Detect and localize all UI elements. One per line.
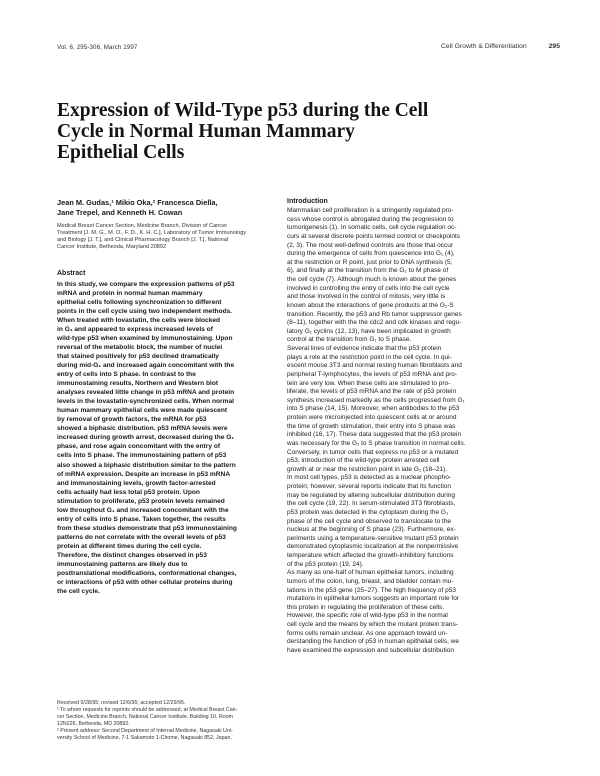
text-line: the cell cycle. (57, 588, 100, 596)
text-line: may be regulated by altering subcellular distribution during (287, 491, 456, 499)
text-line: points in the cell cycle using two independent methods. (57, 307, 233, 315)
text-line: low throughout G₁ and increased concomitant with the (57, 506, 229, 514)
text-line: Mammalian cell proliferation is a stringently regulated pro- (287, 207, 454, 214)
text-line: tumorigenesis (1). In somatic cells, cell cycle regulation oc- (287, 224, 457, 232)
text-line: demonstrated cytoplasmic localization at the nonpermissive (287, 543, 459, 551)
text-line: stimulation to proliferate, p53 protein levels remained (57, 497, 225, 505)
text-line: have examined the expression and subcellular distribution (287, 646, 454, 654)
affiliation-line: Cancer Institute, Bethesda, Maryland 20892 (57, 244, 167, 251)
text-line: (2, 3). The most well-defined controls are those that occur (287, 241, 454, 249)
text-line: and immunostaining levels, growth factor-arrested (57, 479, 216, 487)
text-line: mRNA and protein in normal human mammary (57, 289, 203, 297)
text-line: levels in the lovastatin-synchronized cells. When normal (57, 398, 234, 406)
text-line: 6), and finally at the transition from the G₂ to M phase of (287, 267, 449, 275)
text-line: or interactions of p53 with other cellular proteins during (57, 579, 233, 587)
text-line: phase of the cell cycle and observed to translocate to the (287, 517, 452, 525)
text-line: Received 9/28/95; revised 12/6/95; accepted 12/29/95. (57, 700, 186, 706)
text-line: Therefore, the distinct changes observed in p53 (57, 551, 207, 559)
title-line: Cycle in Normal Human Mammary (57, 121, 355, 142)
affiliation-line: Medical Breast Cancer Section, Medicine Branch, Division of Cancer (57, 223, 228, 230)
title-line: Epithelial Cells (57, 142, 185, 163)
text-line: latory G₁ cyclins (12, 13), have been implicated in growth (287, 327, 451, 335)
text-line: cells actually had less total p53 protein. Upon (57, 488, 200, 496)
text-line: 12N226, Bethesda, MD 20892. (57, 721, 130, 727)
text-line: mutations in epithelial tumors suggests an important role for (287, 595, 459, 603)
title-line: Expression of Wild-Type p53 during the Cell (57, 100, 429, 121)
text-line: cell cycle and the means by which the mutant protein trans- (287, 621, 458, 628)
text-line: cer Section, Medicine Branch, National Cancer Institute, Building 10, Room (57, 714, 234, 720)
text-line: also showed a biphasic distribution similar to the pattern (57, 461, 236, 469)
running-header (441, 43, 560, 50)
text-line: ¹ To whom requests for reprints should be addressed, at Medical Breast Can- (57, 707, 238, 713)
text-line: protein were microinjected into quiescent cells at or around (287, 414, 457, 421)
right-column (287, 198, 557, 656)
text-line: tumors of the colon, lung, breast, and bladder contain mu- (287, 577, 454, 585)
text-line: p53, introduction of the wild-type protein arrested cell (287, 457, 440, 465)
affiliation-line: and Biology [J. T.], and Clinical Pharmacology Branch [J. T.], National (57, 237, 229, 244)
text-line: tein are very low. When these cells are stimulated to pro- (287, 379, 451, 387)
left-column (57, 198, 277, 596)
abstract-body (57, 280, 277, 597)
text-line: the cell cycle (7). Although much is known about the genes (287, 276, 457, 283)
text-line: versity School of Medicine, 7-1 Sakamoto 1-Chome, Nagasaki 852, Japan. (57, 735, 232, 741)
text-line: from these studies demonstrate that p53 immunostaining (57, 524, 237, 532)
author-line: Jean M. Gudas,¹ Mikio Oka,² Francesca Diella, (57, 198, 218, 207)
text-line: forms cells remain unclear. As one approach toward un- (287, 629, 448, 637)
text-line: temperature which affected the growth-inhibitory functions (287, 552, 454, 559)
section-name: Cell Growth & Differentiation (441, 43, 527, 50)
text-line: epithelial cells following synchronization to different (57, 298, 222, 306)
text-line: curs at several discrete points termed control or checkpoints (287, 232, 461, 240)
abstract-heading: Abstract (57, 269, 86, 277)
text-line: immunostaining patterns are likely due to (57, 561, 188, 569)
text-line: p53 protein was detected in the cytoplasm during the G₁ (287, 508, 449, 516)
text-line: increased during growth arrest, decreased during the G₁ (57, 434, 235, 442)
text-line: of mRNA expression. Despite an increase in p53 mRNA (57, 470, 231, 478)
text-line: transition. Recently, the p53 and Rb tumor suppressor genes (287, 310, 462, 318)
text-line: the cell cycle (19, 22). In serum-stimulated 3T3 fibroblasts, (287, 500, 456, 508)
text-line: wild-type p53 when examined by immunostaining. Upon (57, 334, 233, 342)
text-line: protein at different times during the cell cycle. (57, 542, 202, 550)
text-line: of the p53 protein (19, 24). (287, 560, 364, 568)
text-line: plays a role at the restriction point in the cell cycle. In qui- (287, 353, 452, 361)
text-line: peripheral T-lymphocytes, the levels of p53 mRNA and pro- (287, 370, 458, 378)
text-line: Conversely, in tumor cells that express no p53 or a mutated (287, 448, 459, 456)
author-line: Jane Trepel, and Kenneth H. Cowan (57, 207, 183, 217)
text-line: during the emergence of cells from quiescence into G₁ (4), (287, 250, 455, 258)
text-line: human mammary epithelial cells were made quiescent (57, 407, 228, 415)
text-line: immunostaining results, Northern and Western blot (57, 380, 219, 388)
text-line: derstanding the function of p53 in human epithelial cells, we (287, 638, 459, 646)
text-line: control at the transition from G₁ to S phase. (287, 336, 412, 344)
text-line: during mid-G₁ and increased again concomitant with the (57, 361, 235, 369)
text-line: However, the specific role of wild-type p53 in the normal (287, 612, 448, 620)
text-line: inhibited (16, 17). These data suggested that the p53 protein (287, 431, 462, 439)
text-line: analyses revealed little change in p53 mRNA and protein (57, 389, 235, 397)
text-line: the time of growth stimulation, their entry into S phase was (287, 422, 456, 430)
introduction-body (287, 207, 557, 656)
text-line: known about the interactions of gene products at the G₁-S (287, 301, 454, 309)
text-line: this protein in regulating the proliferation of these cells. (287, 603, 445, 611)
text-line: reversal of the metabolic block, the number of nuclei (57, 343, 223, 351)
text-line: Several lines of evidence indicate that the p53 protein (287, 345, 442, 352)
text-line: As many as one-half of human epithelial tumors, including (287, 569, 454, 577)
text-line: involved in controlling the entry of cells into the cell cycle (287, 284, 450, 292)
text-line: was necessary for the G₁ to S phase transition in normal cells. (287, 439, 466, 447)
text-line: growth at or near the restriction point in late G₁ (18–21). (287, 465, 448, 473)
text-line: into S phase (14, 15). Moreover, when antibodies to the p53 (287, 405, 460, 413)
text-line: entry of cells into S phase. In contrast to the (57, 371, 196, 379)
text-line: When treated with lovastatin, the cells were blocked (57, 316, 221, 324)
text-line: escent mouse 3T3 and normal resting human fibroblasts and (287, 362, 462, 370)
page-number: 295 (548, 43, 560, 50)
text-line: at the restriction or R point, just prior to DNA synthesis (5, (287, 258, 453, 266)
text-line: periments using a temperature-sensitive mutant p53 protein (287, 534, 459, 542)
text-line: patterns do not correlate with the overall levels of p53 (57, 533, 226, 541)
text-line: and those involved in the control of mitosis, very little is (287, 293, 446, 301)
text-line: nucleus at the beginning of S phase (23). Furthermore, ex- (287, 526, 456, 534)
author-list (57, 198, 277, 217)
text-line: In most cell types, p53 is detected as a nuclear phospho- (287, 474, 452, 482)
text-line: by removal of growth factors, the mRNA for p53 (57, 416, 207, 424)
text-line: showed a biphasic distribution. p53 mRNA levels were (57, 425, 228, 433)
text-line: (8–11), together with the the cdc2 and cdk kinases and regu- (287, 319, 462, 327)
article-title (57, 100, 457, 163)
text-line: tations in the p53 gene (25–27). The high frequency of p53 (287, 586, 457, 594)
text-line: that stained positively for p53 declined dramatically (57, 352, 219, 360)
text-line: posttranslational modifications, conformational changes, (57, 570, 237, 578)
text-line: liferate, the levels of p53 mRNA and the rate of p53 protein (287, 388, 457, 396)
affiliation-line: Treatment [J. M. G., M. O., F. D., K. H. C.], Laboratory of Tumor Immunology (57, 230, 247, 237)
text-line: ² Present address: Second Department of Internal Medicine, Nagasaki Uni- (57, 728, 233, 734)
journal-citation: Vol. 6, 295-306, March 1997 (57, 44, 138, 51)
text-line: synthesis increased markedly as the cells progressed from G₁ (287, 396, 465, 404)
footnote-text (57, 700, 277, 742)
text-line: in G₁ and appeared to express increased levels of (57, 325, 213, 333)
introduction-heading: Introduction (287, 198, 328, 205)
footnotes (57, 700, 277, 742)
text-line: protein; however, several reports indicate that its function (287, 483, 452, 490)
text-line: cells into S phase. The immunostaining pattern of p53 (57, 452, 227, 460)
affiliation (57, 223, 277, 251)
text-line: entry of cells into S phase. Taken together, the results (57, 515, 226, 523)
text-line: In this study, we compare the expression patterns of p53 (57, 280, 235, 288)
text-line: cess whose control is abrogated during the progression to (287, 215, 454, 223)
text-line: phase, and rose again concomitant with the entry of (57, 443, 221, 451)
